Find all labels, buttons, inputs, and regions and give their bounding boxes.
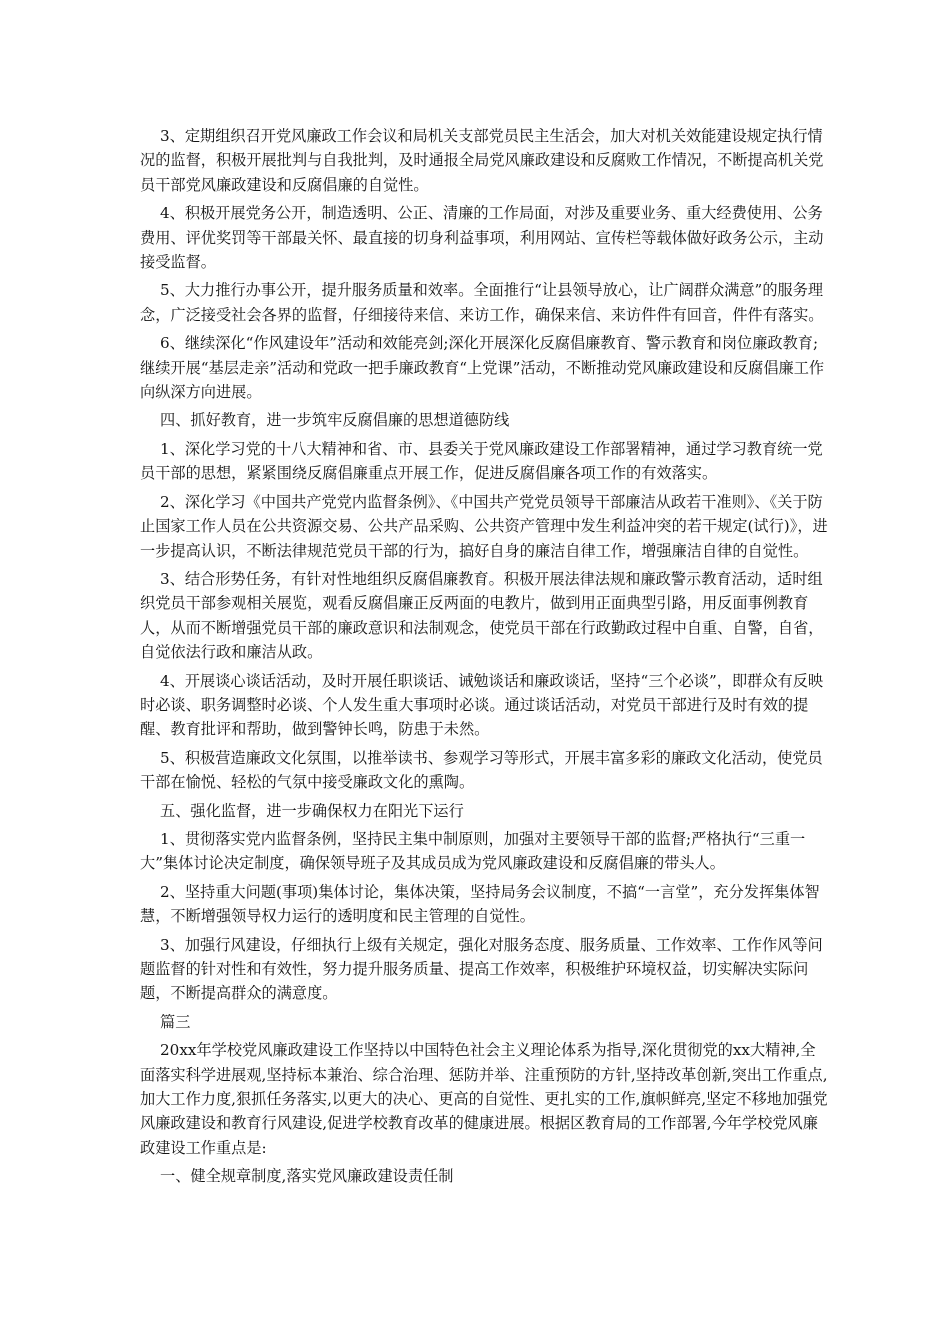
section-heading-1: 一、健全规章制度,落实党风廉政建设责任制 [160, 1167, 454, 1186]
paragraph-11: 2、坚持重大问题(事项)集体讨论，集体决策，坚持局务会议制度，不搞“一言堂”，充分发挥集体智慧，不断增强领导权力运行的透明度和民主管理的自觉性。 [140, 882, 820, 926]
paragraph-3: 5、大力推行办事公开，提升服务质量和效率。全面推行“让县领导放心，让广阔群众满意”的服务理念，广泛接受社会各界的监督，仔细接待来信、来访工作，确保来信、来访件件有回音，件件有落实。 [140, 281, 824, 324]
paragraph-6: 2、深化学习《中国共产党党内监督条例》、《中国共产党党员领导干部廉洁从政若干准则》、《关于防止国家工作人员在公共资源交易、公共产品采购、公共资产管理中发生利益冲突的若干规定(试行)》，进一步提高认识，不断法律规范党员干部的行为，搞好自身的廉洁自律工作，增强廉洁自律的自觉性。 [140, 492, 828, 560]
article-heading-3: 篇三 [160, 1012, 191, 1031]
paragraph-7: 3、结合形势任务，有针对性地组织反腐倡廉教育。积极开展法律法规和廉政警示教育活动，适时组织党员干部参观相关展览，观看反腐倡廉正反两面的电教片，做到用正面典型引路，用反面事例教育人，从而不断增强党员干部的廉政意识和法制观念，使党员干部在行政勤政过程中自重、自警，自省，自觉依法行政和廉洁从政。 [140, 569, 824, 662]
document-body [140, 124, 830, 1193]
paragraph-5: 1、深化学习党的十八大精神和省、市、县委关于党风廉政建设工作部署精神，通过学习教育统一党员干部的思想，紧紧围绕反腐倡廉重点开展工作，促进反腐倡廉各项工作的有效落实。 [140, 439, 823, 483]
section-heading-5: 五、强化监督，进一步确保权力在阳光下运行 [160, 801, 464, 820]
paragraph-1: 3、定期组织召开党风廉政工作会议和局机关支部党员民主生活会，加大对机关效能建设规定执行情况的监督，积极开展批判与自我批判，及时通报全局党风廉政建设和反腐败工作情况，不断提高机关党员干部党风廉政建设和反腐倡廉的自觉性。 [140, 127, 824, 194]
paragraph-4: 6、继续深化“作风建设年”活动和效能亮剑;深化开展深化反腐倡廉教育、警示教育和岗位廉政教育;继续开展“基层走亲”活动和党政一把手廉政教育“上党课”活动，不断推动党风廉政建设和反腐倡廉工作向纵深方向进展。 [140, 334, 825, 402]
paragraph-8: 4、开展谈心谈话活动，及时开展任职谈话、诫勉谈话和廉政谈话，坚持“三个必谈”，即群众有反映时必谈、职务调整时必谈、个人发生重大事项时必谈。通过谈话活动，对党员干部进行及时有效的提醒、教育批评和帮助，做到警钟长鸣，防患于未然。 [140, 671, 824, 739]
paragraph-13: 20xx年学校党风廉政建设工作坚持以中国特色社会主义理论体系为指导,深化贯彻党的xx大精神,全面落实科学进展观,坚持标本兼治、综合治理、惩防并举、注重预防的方针,坚持改革创新,突出工作重点,加大工作力度,狠抓任务落实,以更大的决心、更高的自觉性、更扎实的工作,旗帜鲜亮,坚定不移地加强党风廉政建设和教育行风建设,促进学校教育改革的健康进展。根据区教育局的工作部署,今年学校党风廉政建设工作重点是: [140, 1041, 828, 1157]
paragraph-2: 4、积极开展党务公开，制造透明、公正、清廉的工作局面，对涉及重要业务、重大经费使用、公务费用、评优奖罚等干部最关怀、最直接的切身利益事项，利用网站、宣传栏等载体做好政务公示，主动接受监督。 [140, 204, 824, 272]
paragraph-12: 3、加强行风建设，仔细执行上级有关规定，强化对服务态度、服务质量、工作效率、工作作风等问题监督的针对性和有效性，努力提升服务质量、提高工作效率，积极维护环境权益，切实解决实际问题，不断提高群众的满意度。 [140, 935, 823, 1003]
section-heading-4: 四、抓好教育，进一步筑牢反腐倡廉的思想道德防线 [160, 411, 510, 430]
paragraph-9: 5、积极营造廉政文化氛围，以推举读书、参观学习等形式，开展丰富多彩的廉政文化活动，使党员干部在愉悦、轻松的气氛中接受廉政文化的熏陶。 [140, 748, 823, 792]
paragraph-10: 1、贯彻落实党内监督条例，坚持民主集中制原则，加强对主要领导干部的监督;严格执行“三重一大”集体讨论决定制度，确保领导班子及其成员成为党风廉政建设和反腐倡廉的带头人。 [140, 829, 806, 873]
